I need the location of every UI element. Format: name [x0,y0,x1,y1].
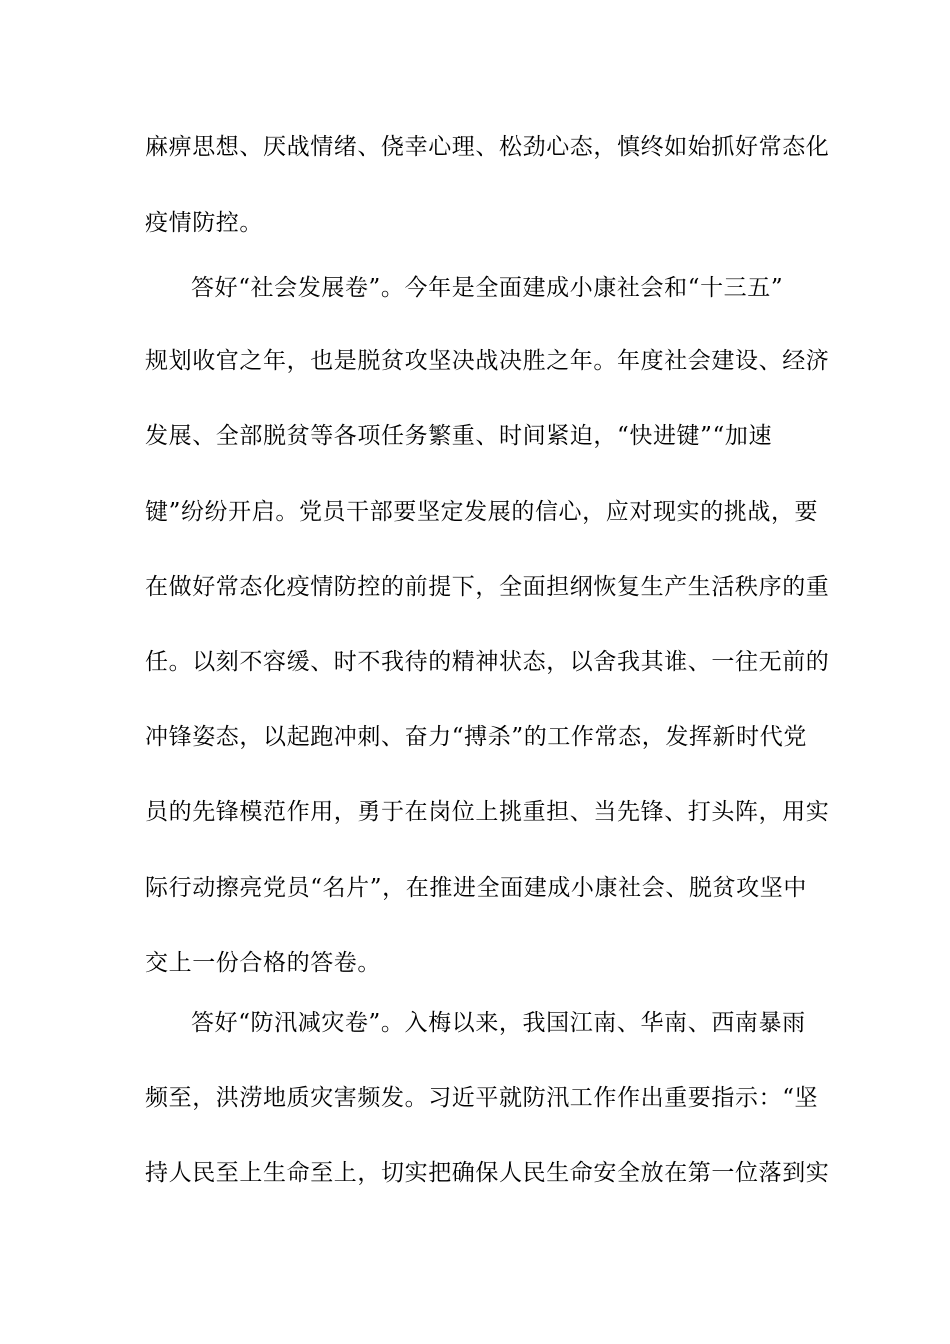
text-line: 键”纷纷开启。党员干部要坚定发展的信心，应对现实的挑战，要 [145,499,819,525]
paragraph-first-line: 答好“社会发展卷”。今年是全面建成小康社会和“十三五” [191,275,784,301]
text-line: 在做好常态化疫情防控的前提下，全面担纲恢复生产生活秩序的重 [145,574,830,600]
text-line: 交上一份合格的答卷。 [145,950,381,976]
paragraph-first-line: 答好“防汛减灾卷”。入梅以来，我国江南、华南、西南暴雨 [191,1010,806,1036]
text-line: 任。以刻不容缓、时不我待的精神状态，以舍我其谁、一往无前的 [145,649,830,675]
text-line: 冲锋姿态，以起跑冲刺、奋力“搏杀”的工作常态，发挥新时代党 [145,724,807,750]
text-line: 员的先锋模范作用，勇于在岗位上挑重担、当先锋、打头阵，用实 [145,799,830,825]
text-line: 疫情防控。 [145,210,263,236]
text-line: 际行动擦亮党员“名片”，在推进全面建成小康社会、脱贫攻坚中 [145,875,807,901]
text-line: 频至，洪涝地质灾害频发。习近平就防汛工作作出重要指示：“坚 [145,1085,819,1111]
text-line: 发展、全部脱贫等各项任务繁重、时间紧迫，“快进键”“加速 [145,423,773,449]
text-line: 持人民至上生命至上，切实把确保人民生命安全放在第一位落到实 [145,1160,830,1186]
text-line: 规划收官之年，也是脱贫攻坚决战决胜之年。年度社会建设、经济 [145,348,830,374]
text-line: 麻痹思想、厌战情绪、侥幸心理、松劲心态，慎终如始抓好常态化 [145,134,830,160]
